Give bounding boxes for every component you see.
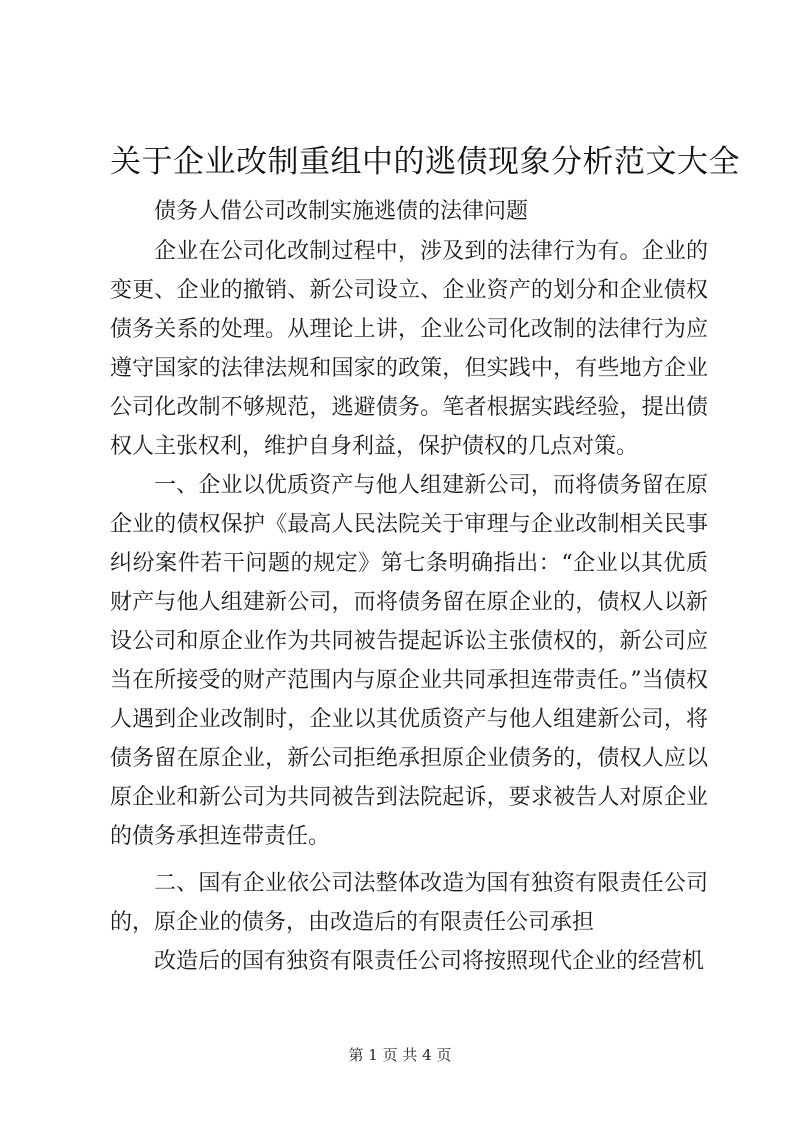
- paragraph-intro: 企业在公司化改制过程中，涉及到的法律行为有。企业的变更、企业的撤销、新公司设立、企业资产的划分和企业债权债务关系的处理。从理论上讲，企业公司化改制的法律行为应遵守国家的法律法规和国家的政策，但实践中，有些地方企业公司化改制不够规范，逃避债务。笔者根据实践经验，提出债权人主张权利，维护自身利益，保护债权的几点对策。: [110, 239, 708, 459]
- page-number-footer: 第 1 页 共 4 页: [348, 1046, 452, 1064]
- paragraph-point-two: 二、国有企业依公司法整体改造为国有独资有限责任公司的，原企业的债务，由改造后的有限责任公司承担: [110, 871, 708, 935]
- paragraph-continuation: 改造后的国有独资有限责任公司将按照现代企业的经营机: [154, 949, 705, 974]
- section-heading: 债务人借公司改制实施逃债的法律问题: [154, 199, 529, 224]
- document-title: 关于企业改制重组中的逃债现象分析范文大全: [110, 144, 740, 180]
- paragraph-point-one: 一、企业以优质资产与他人组建新公司，而将债务留在原企业的债权保护《最高人民法院关于审理与企业改制相关民事纠纷案件若干问题的规定》第七条明确指出：“企业以其优质财产与他人组建新公司，而将债务留在原企业的，债权人以新设公司和原企业作为共同被告提起诉讼主张债权的，新公司应当在所接受的财产范围内与原企业共同承担连带责任。”当债权人遇到企业改制时，企业以其优质资产与他人组建新公司，将债务留在原企业，新公司拒绝承担原企业债务的，债权人应以原企业和新公司为共同被告到法院起诉，要求被告人对原企业的债务承担连带责任。: [110, 473, 708, 849]
- document-page: [110, 140, 740, 981]
